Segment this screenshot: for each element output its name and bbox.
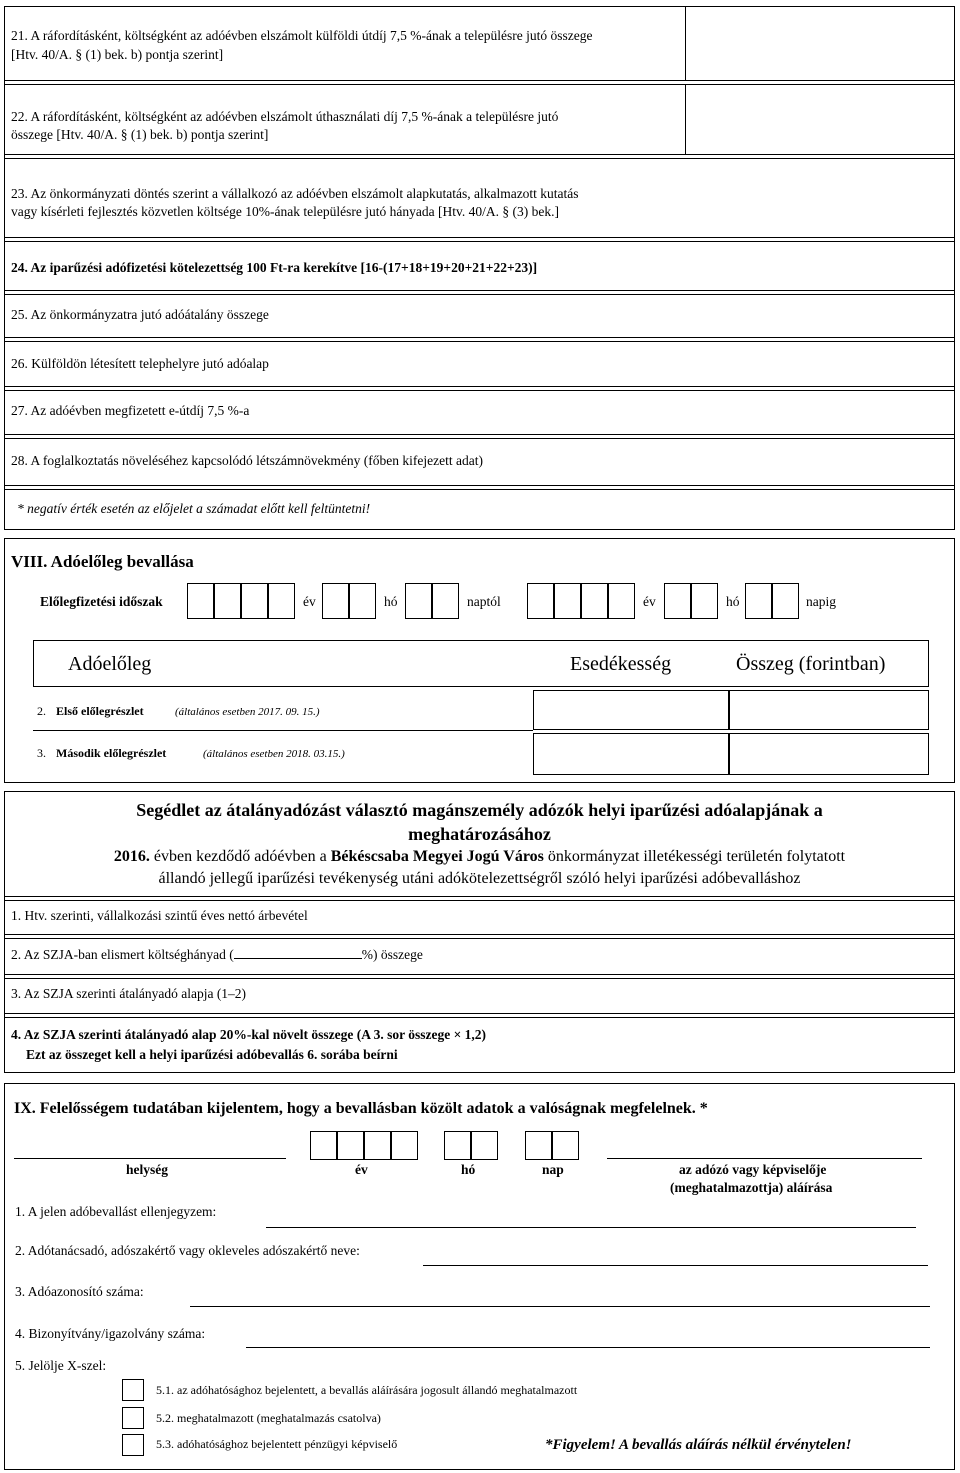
second-installment-due-field[interactable] <box>533 733 729 775</box>
to-month-digit-1[interactable] <box>664 583 691 619</box>
from-month-digit-2[interactable] <box>349 583 376 619</box>
row-separator <box>4 237 955 238</box>
signature-warning: *Figyelem! A bevallás aláírás nélkül érvénytelen! <box>545 1437 852 1453</box>
sign-year-digit-4[interactable] <box>391 1131 418 1160</box>
helper-separator <box>4 974 955 975</box>
helper-separator <box>4 900 955 901</box>
row-separator <box>4 241 955 242</box>
sign-year-digit-1[interactable] <box>310 1131 337 1160</box>
row-22-line1: 22. A ráfordításként, költségként az adóévben elszámolt úthasználati díj 7,5 %-ának a településre jutó <box>11 109 559 124</box>
to-day-label: napig <box>806 594 836 609</box>
from-month-label: hó <box>384 594 398 609</box>
first-installment-due-field[interactable] <box>533 690 729 730</box>
cost-ratio-blank[interactable] <box>234 946 362 959</box>
row-21-line2: [Htv. 40/A. § (1) bek. b) pontja szerint] <box>11 47 224 62</box>
sign-year-digit-2[interactable] <box>337 1131 364 1160</box>
helper-subtitle-text: évben kezdődő adóévben a <box>149 848 331 865</box>
helper-subtitle-line2: állandó jellegű iparűzési tevékenység utáni adókötelezettségről szóló helyi iparűzési adóbevalláshoz <box>158 870 801 887</box>
helper-title-line1: Segédlet az átalányadózást választó magánszemély adózók helyi iparűzési adóalapjának a <box>136 800 823 820</box>
sign-year-digit-3[interactable] <box>364 1131 391 1160</box>
sign-month-digit-1[interactable] <box>444 1131 471 1160</box>
negative-value-note: * negatív érték esetén az előjelet a számadat előtt kell feltüntetni! <box>17 501 371 516</box>
helper-separator <box>4 896 955 897</box>
row-26-label: 26. Külföldön létesített telephelyre jutó adóalap <box>11 356 269 371</box>
helper-title-line2: meghatározásához <box>408 824 551 844</box>
row-separator <box>4 158 955 159</box>
to-month-label: hó <box>726 594 740 609</box>
from-year-label: év <box>303 594 316 609</box>
helper-separator <box>4 1013 955 1014</box>
from-year-digit-1[interactable] <box>187 583 214 619</box>
row-25-label: 25. Az önkormányzatra jutó adóátalány összege <box>11 307 269 322</box>
from-day-digit-2[interactable] <box>432 583 459 619</box>
row-separator <box>4 337 955 338</box>
countersign-label: 1. A jelen adóbevallást ellenjegyzem: <box>15 1204 217 1219</box>
advance-row-line <box>33 730 533 731</box>
helper-item-2-label: 2. Az SZJA-ban elismert költséghányad ( <box>11 947 234 962</box>
helper-item-3: 3. Az SZJA szerinti átalányadó alapja (1–2) <box>11 986 247 1001</box>
to-month-digit-2[interactable] <box>691 583 718 619</box>
to-year-digit-1[interactable] <box>527 583 554 619</box>
from-day-digit-1[interactable] <box>405 583 432 619</box>
helper-subtitle-city: Békéscsaba Megyei Jogú Város <box>330 848 544 865</box>
to-year-digit-3[interactable] <box>581 583 608 619</box>
first-installment-num: 2. <box>37 704 46 718</box>
helper-item-2-suffix: %) összege <box>361 947 423 962</box>
row-separator <box>4 390 955 391</box>
row-separator <box>4 438 955 439</box>
row-21-line1: 21. A ráfordításként, költségként az adóévben elszámolt külföldi útdíj 7,5 %-ának a településre jutó összege <box>11 28 593 43</box>
row-separator <box>4 386 955 387</box>
to-day-digit-2[interactable] <box>772 583 799 619</box>
row-27-label: 27. Az adóévben megfizetett e-útdíj 7,5 %-a <box>11 403 250 418</box>
col-header-amount: Összeg (forintban) <box>736 653 886 675</box>
section-9-title: IX. Felelősségem tudatában kijelentem, hogy a bevallásban közölt adatok a valóságnak megfelelnek. * <box>14 1100 708 1117</box>
sign-month-label: hó <box>461 1162 476 1177</box>
from-month-digit-1[interactable] <box>322 583 349 619</box>
advisor-name-label: 2. Adótanácsadó, adószakértő vagy okleveles adószakértő neve: <box>15 1243 360 1258</box>
to-day-digit-1[interactable] <box>745 583 772 619</box>
advance-period-label: Előlegfizetési időszak <box>40 594 163 609</box>
from-year-digit-2[interactable] <box>214 583 241 619</box>
row-separator <box>4 434 955 435</box>
option-5-3-label: 5.3. adóhatósághoz bejelentett pénzügyi képviselő <box>156 1437 398 1451</box>
helper-item-2 <box>11 946 423 963</box>
helper-item-4: 4. Az SZJA szerinti átalányadó alap 20%-kal növelt összege (A 3. sor összege × 1,2) <box>11 1027 487 1042</box>
row-separator <box>4 485 955 486</box>
helper-subtitle-line1 <box>4 847 955 867</box>
sign-day-label: nap <box>542 1162 564 1177</box>
section-8-title: VIII. Adóelőleg bevallása <box>11 552 194 571</box>
row-24-label: 24. Az iparűzési adófizetési kötelezettség 100 Ft-ra kerekítve [16-(17+18+19+20+21+22+23)] <box>11 260 538 275</box>
from-year-digit-4[interactable] <box>268 583 295 619</box>
first-installment-amount-field[interactable] <box>729 690 929 730</box>
mark-with-x-label: 5. Jelölje X-szel: <box>15 1358 107 1373</box>
helper-separator <box>4 934 955 935</box>
sign-day-digit-1[interactable] <box>525 1131 552 1160</box>
helper-separator <box>4 978 955 979</box>
place-label: helység <box>126 1162 168 1177</box>
to-year-label: év <box>643 594 656 609</box>
advisor-name-line[interactable] <box>423 1265 928 1266</box>
signature-label-2: (meghatalmazottja) aláírása <box>670 1180 833 1195</box>
option-5-1-label: 5.1. az adóhatósághoz bejelentett, a bevallás aláírására jogosult állandó meghatalmazott <box>156 1383 578 1397</box>
certificate-line[interactable] <box>246 1347 930 1348</box>
row-23-line2: vagy kísérleti fejlesztés közvetlen költsége 10%-ának településre jutó hányada [Htv. 40/A. § (3) bek.] <box>11 204 559 219</box>
row-separator <box>4 290 955 291</box>
sign-year-label: év <box>355 1162 368 1177</box>
first-installment-note: (általános esetben 2017. 09. 15.) <box>175 706 320 718</box>
row-21-value-field[interactable] <box>685 6 955 81</box>
second-installment-num: 3. <box>37 746 46 760</box>
option-5-1-checkbox[interactable] <box>122 1379 144 1401</box>
tax-id-label: 3. Adóazonosító száma: <box>15 1284 144 1299</box>
to-year-digit-2[interactable] <box>554 583 581 619</box>
sign-day-digit-2[interactable] <box>552 1131 579 1160</box>
tax-id-line[interactable] <box>190 1306 930 1307</box>
row-23-line1: 23. Az önkormányzati döntés szerint a vállalkozó az adóévben elszámolt alapkutatás, alkalmazott kutatás <box>11 186 579 201</box>
first-installment-label: Első előlegrészlet <box>56 704 144 718</box>
helper-subtitle-text: önkormányzat illetékességi területén folytatott <box>543 848 846 865</box>
sign-month-digit-2[interactable] <box>471 1131 498 1160</box>
row-separator <box>4 154 955 155</box>
to-year-digit-4[interactable] <box>608 583 635 619</box>
certificate-label: 4. Bizonyítvány/igazolvány száma: <box>15 1326 206 1341</box>
col-header-due-date: Esedékesség <box>570 653 672 675</box>
countersign-line[interactable] <box>266 1227 916 1228</box>
col-header-advance: Adóelőleg <box>68 653 152 675</box>
place-line[interactable] <box>14 1158 286 1159</box>
option-5-2-checkbox[interactable] <box>122 1407 144 1429</box>
helper-item-4-note: Ezt az összeget kell a helyi iparűzési adóbevallás 6. sorába beírni <box>26 1047 398 1062</box>
row-separator <box>4 294 955 295</box>
helper-item-1: 1. Htv. szerinti, vállalkozási szintű éves nettó árbevétel <box>11 908 308 923</box>
helper-separator <box>4 1017 955 1018</box>
row-22-value-field[interactable] <box>685 84 955 154</box>
helper-separator <box>4 938 955 939</box>
from-year-digit-3[interactable] <box>241 583 268 619</box>
signature-line[interactable] <box>607 1158 922 1159</box>
helper-subtitle-year: 2016. <box>113 848 150 865</box>
option-5-3-checkbox[interactable] <box>122 1434 144 1456</box>
option-5-2-label: 5.2. meghatalmazott (meghatalmazás csatolva) <box>156 1411 381 1425</box>
signature-label-1: az adózó vagy képviselője <box>679 1162 827 1177</box>
second-installment-label: Második előlegrészlet <box>56 746 167 760</box>
row-22-line2: összege [Htv. 40/A. § (1) bek. b) pontja szerint] <box>11 127 269 142</box>
second-installment-note: (általános esetben 2018. 03.15.) <box>203 748 345 760</box>
row-separator <box>4 341 955 342</box>
from-day-label: naptól <box>467 594 501 609</box>
row-separator <box>4 489 955 490</box>
row-28-label: 28. A foglalkoztatás növeléséhez kapcsolódó létszámnövekmény (főben kifejezett adat) <box>11 453 483 468</box>
second-installment-amount-field[interactable] <box>729 733 929 775</box>
